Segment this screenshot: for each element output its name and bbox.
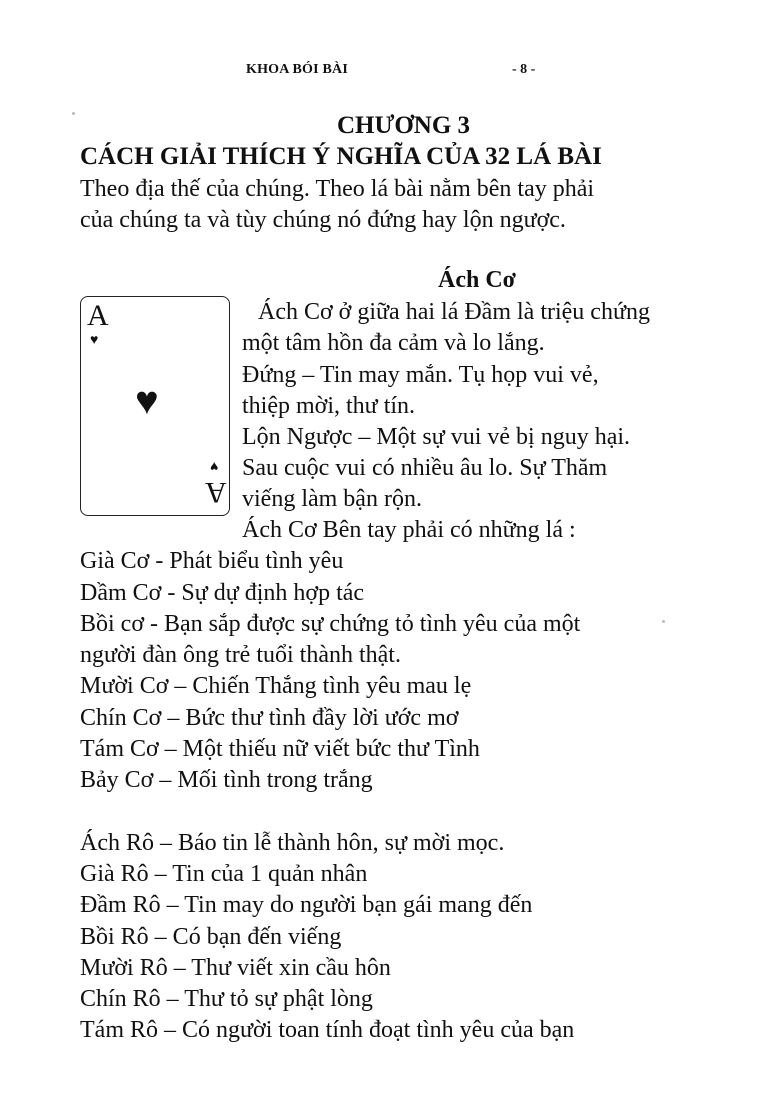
hearts-list-item: Chín Cơ – Bức thư tình đầy lời ước mơ	[80, 705, 459, 731]
chapter-title: CÁCH GIẢI THÍCH Ý NGHĨA CỦA 32 LÁ BÀI	[80, 143, 602, 170]
card-rank-bottom: A	[205, 476, 227, 509]
diamonds-list-item: Tám Rô – Có người toan tính đoạt tình yêu của bạn	[80, 1017, 575, 1043]
hearts-list-item: Bồi cơ - Bạn sắp được sự chứng tỏ tình yêu của một	[80, 611, 581, 637]
section-line: thiệp mời, thư tín.	[242, 393, 416, 419]
scan-speck	[72, 112, 75, 115]
section-line: Đứng – Tin may mắn. Tụ họp vui vẻ,	[242, 362, 599, 388]
chapter-number: CHƯƠNG 3	[336, 112, 471, 139]
running-header-title: KHOA BÓI BÀI	[246, 62, 348, 77]
section-line: Ách Cơ ở giữa hai lá Đầm là triệu chứng	[258, 299, 650, 325]
section-line: một tâm hồn đa cảm và lo lắng.	[242, 330, 545, 356]
heart-icon: ♥	[90, 333, 99, 348]
scan-speck	[662, 620, 665, 623]
running-header	[0, 62, 777, 82]
intro-line: Theo địa thế của chúng. Theo lá bài nằm bên tay phải	[80, 176, 595, 202]
diamonds-list-item: Bồi Rô – Có bạn đến viếng	[80, 924, 342, 950]
intro-line: của chúng ta và tùy chúng nó đứng hay lộn ngược.	[80, 207, 566, 233]
hearts-list-item: Bảy Cơ – Mối tình trong trắng	[80, 767, 373, 793]
section-heading: Ách Cơ	[438, 267, 516, 293]
card-rank-top: A	[87, 299, 109, 332]
hearts-list-item: Mười Cơ – Chiến Thắng tình yêu mau lẹ	[80, 673, 472, 699]
section-line: Ách Cơ Bên tay phải có những lá :	[242, 517, 576, 543]
hearts-list-item: Già Cơ - Phát biểu tình yêu	[80, 548, 344, 574]
hearts-list-item: người đàn ông trẻ tuổi thành thật.	[80, 642, 401, 668]
heart-icon: ♥	[210, 458, 219, 473]
ace-of-hearts-card	[80, 296, 230, 516]
heart-icon: ♥	[135, 378, 159, 423]
diamonds-list-item: Chín Rô – Thư tỏ sự phật lòng	[80, 986, 373, 1012]
diamonds-list-item: Đầm Rô – Tin may do người bạn gái mang đến	[80, 892, 533, 918]
diamonds-list-item: Mười Rô – Thư viết xin cầu hôn	[80, 955, 391, 981]
diamonds-list-item: Ách Rô – Báo tin lễ thành hôn, sự mời mọc.	[80, 830, 505, 856]
section-line: Sau cuộc vui có nhiều âu lo. Sự Thăm	[242, 455, 608, 481]
section-line: Lộn Ngược – Một sự vui vẻ bị nguy hại.	[242, 424, 631, 450]
page-number: - 8 -	[512, 62, 536, 77]
diamonds-list-item: Già Rô – Tin của 1 quản nhân	[80, 861, 368, 887]
hearts-list-item: Tám Cơ – Một thiếu nữ viết bức thư Tình	[80, 736, 480, 762]
section-line: viếng làm bận rộn.	[242, 486, 422, 512]
hearts-list-item: Dầm Cơ - Sự dự định hợp tác	[80, 580, 365, 606]
